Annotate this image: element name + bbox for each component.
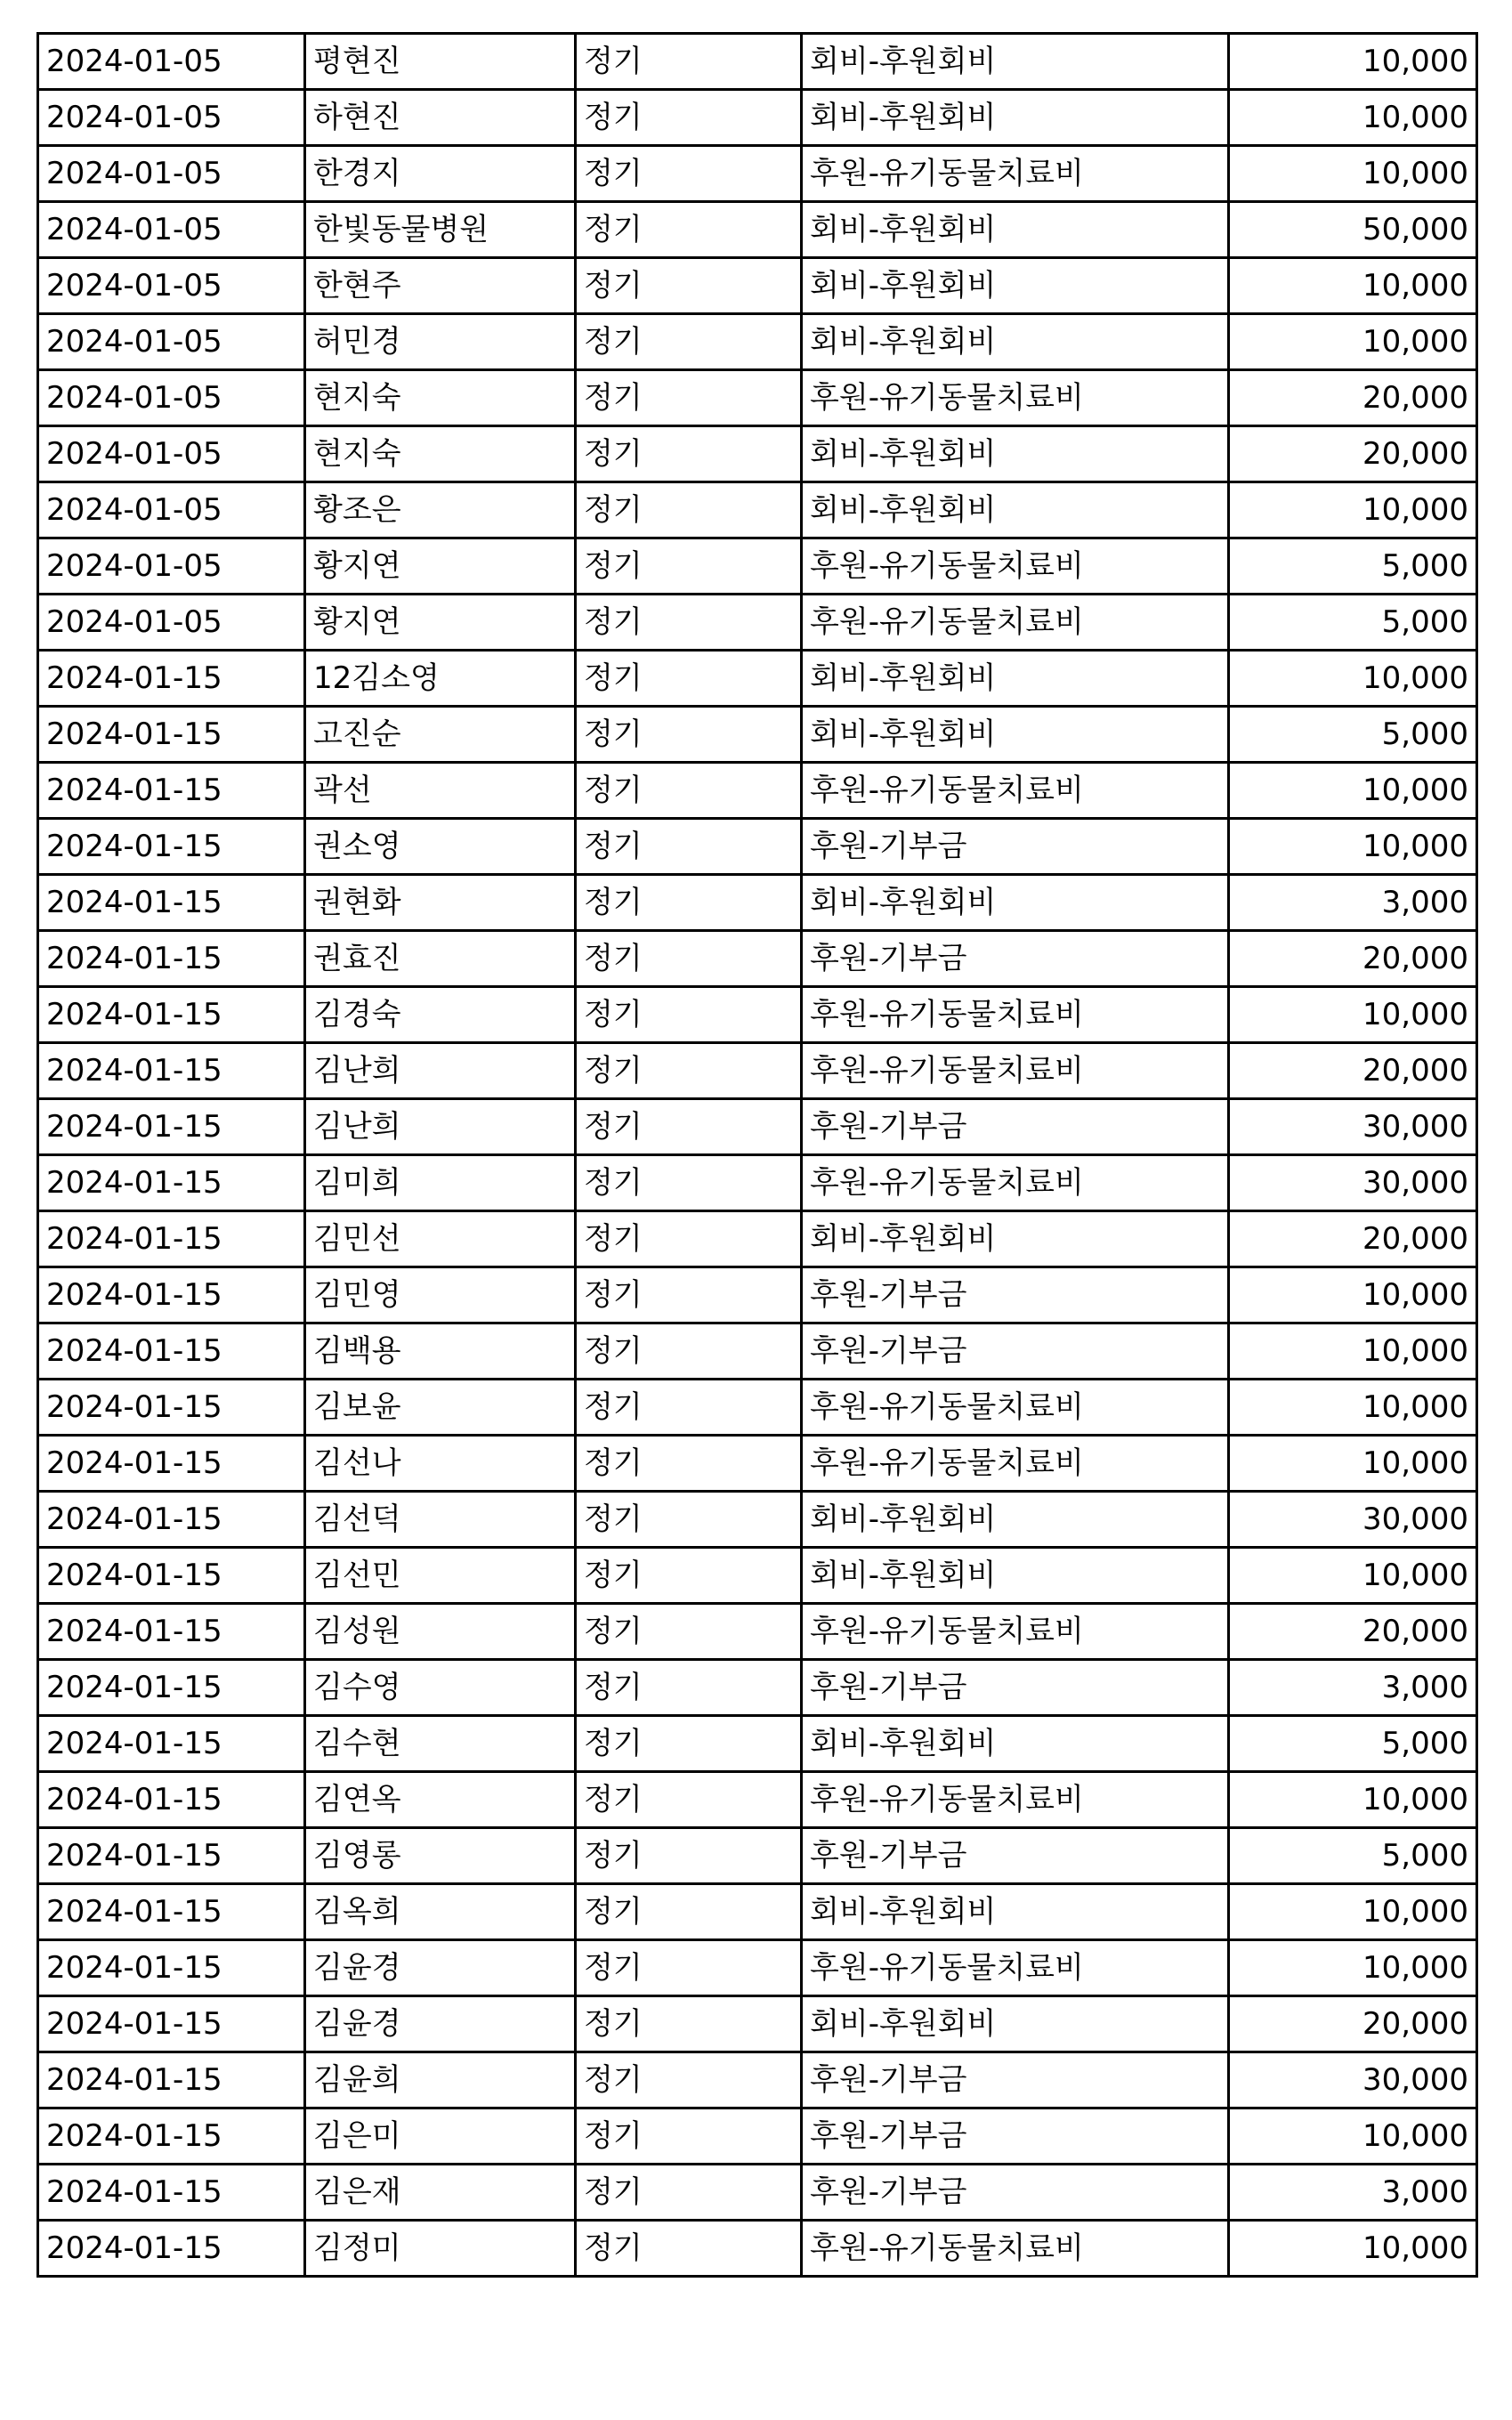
amount-cell: 10,000 <box>1229 1772 1477 1828</box>
category-cell: 회비-후원회비 <box>802 202 1229 258</box>
amount-cell: 10,000 <box>1229 1380 1477 1436</box>
amount-cell: 20,000 <box>1229 1996 1477 2052</box>
amount-cell: 10,000 <box>1229 2108 1477 2165</box>
amount-cell: 5,000 <box>1229 1828 1477 1884</box>
name-cell: 황지연 <box>305 595 576 651</box>
date-cell: 2024-01-15 <box>38 1828 305 1884</box>
name-cell: 김민영 <box>305 1267 576 1323</box>
name-cell: 김민선 <box>305 1211 576 1267</box>
name-cell: 김성원 <box>305 1604 576 1660</box>
table-row <box>38 1548 1477 1604</box>
amount-cell: 50,000 <box>1229 202 1477 258</box>
category-cell: 회비-후원회비 <box>802 314 1229 370</box>
amount-cell: 10,000 <box>1229 90 1477 146</box>
date-cell: 2024-01-15 <box>38 1267 305 1323</box>
type-cell: 정기 <box>576 931 802 987</box>
date-cell: 2024-01-15 <box>38 1323 305 1380</box>
table-row <box>38 370 1477 426</box>
name-cell: 김난희 <box>305 1043 576 1099</box>
amount-cell: 10,000 <box>1229 314 1477 370</box>
type-cell: 정기 <box>576 90 802 146</box>
type-cell: 정기 <box>576 1884 802 1940</box>
type-cell: 정기 <box>576 1660 802 1716</box>
name-cell: 김은재 <box>305 2165 576 2221</box>
date-cell: 2024-01-15 <box>38 1660 305 1716</box>
category-cell: 후원-기부금 <box>802 1323 1229 1380</box>
table-row <box>38 146 1477 202</box>
date-cell: 2024-01-15 <box>38 1099 305 1155</box>
table-row <box>38 1155 1477 1211</box>
table-row <box>38 707 1477 763</box>
type-cell: 정기 <box>576 595 802 651</box>
type-cell: 정기 <box>576 1604 802 1660</box>
type-cell: 정기 <box>576 2108 802 2165</box>
amount-cell: 10,000 <box>1229 1548 1477 1604</box>
date-cell: 2024-01-15 <box>38 2165 305 2221</box>
type-cell: 정기 <box>576 1716 802 1772</box>
category-cell: 후원-유기동물치료비 <box>802 1772 1229 1828</box>
type-cell: 정기 <box>576 202 802 258</box>
table-row <box>38 1380 1477 1436</box>
name-cell: 고진순 <box>305 707 576 763</box>
amount-cell: 10,000 <box>1229 819 1477 875</box>
name-cell: 김정미 <box>305 2221 576 2277</box>
amount-cell: 10,000 <box>1229 1884 1477 1940</box>
type-cell: 정기 <box>576 2165 802 2221</box>
category-cell: 후원-기부금 <box>802 2165 1229 2221</box>
table-row <box>38 538 1477 595</box>
category-cell: 후원-유기동물치료비 <box>802 1380 1229 1436</box>
category-cell: 후원-기부금 <box>802 1828 1229 1884</box>
name-cell: 김보윤 <box>305 1380 576 1436</box>
category-cell: 회비-후원회비 <box>802 426 1229 482</box>
amount-cell: 5,000 <box>1229 538 1477 595</box>
category-cell: 후원-유기동물치료비 <box>802 370 1229 426</box>
table-row <box>38 1267 1477 1323</box>
category-cell: 회비-후원회비 <box>802 1211 1229 1267</box>
category-cell: 후원-유기동물치료비 <box>802 1436 1229 1492</box>
amount-cell: 3,000 <box>1229 1660 1477 1716</box>
type-cell: 정기 <box>576 1436 802 1492</box>
type-cell: 정기 <box>576 875 802 931</box>
table-row <box>38 763 1477 819</box>
name-cell: 허민경 <box>305 314 576 370</box>
table-row <box>38 258 1477 314</box>
type-cell: 정기 <box>576 538 802 595</box>
table-row <box>38 1099 1477 1155</box>
date-cell: 2024-01-15 <box>38 2221 305 2277</box>
table-row <box>38 1940 1477 1996</box>
amount-cell: 3,000 <box>1229 2165 1477 2221</box>
category-cell: 회비-후원회비 <box>802 1884 1229 1940</box>
table-row <box>38 651 1477 707</box>
category-cell: 후원-유기동물치료비 <box>802 146 1229 202</box>
ledger-body <box>38 34 1477 2277</box>
amount-cell: 20,000 <box>1229 370 1477 426</box>
amount-cell: 30,000 <box>1229 2052 1477 2108</box>
table-row <box>38 1884 1477 1940</box>
date-cell: 2024-01-05 <box>38 258 305 314</box>
type-cell: 정기 <box>576 258 802 314</box>
type-cell: 정기 <box>576 1940 802 1996</box>
table-row <box>38 482 1477 538</box>
type-cell: 정기 <box>576 1043 802 1099</box>
name-cell: 김선나 <box>305 1436 576 1492</box>
date-cell: 2024-01-05 <box>38 34 305 90</box>
name-cell: 한경지 <box>305 146 576 202</box>
date-cell: 2024-01-15 <box>38 1716 305 1772</box>
type-cell: 정기 <box>576 2221 802 2277</box>
table-row <box>38 875 1477 931</box>
date-cell: 2024-01-05 <box>38 90 305 146</box>
name-cell: 권현화 <box>305 875 576 931</box>
type-cell: 정기 <box>576 1548 802 1604</box>
date-cell: 2024-01-15 <box>38 763 305 819</box>
category-cell: 후원-유기동물치료비 <box>802 1604 1229 1660</box>
name-cell: 김옥희 <box>305 1884 576 1940</box>
table-row <box>38 1043 1477 1099</box>
type-cell: 정기 <box>576 1155 802 1211</box>
amount-cell: 10,000 <box>1229 651 1477 707</box>
amount-cell: 5,000 <box>1229 595 1477 651</box>
table-row <box>38 595 1477 651</box>
date-cell: 2024-01-05 <box>38 146 305 202</box>
table-row <box>38 314 1477 370</box>
table-row <box>38 1660 1477 1716</box>
date-cell: 2024-01-15 <box>38 1884 305 1940</box>
category-cell: 후원-유기동물치료비 <box>802 763 1229 819</box>
date-cell: 2024-01-15 <box>38 1940 305 1996</box>
category-cell: 후원-유기동물치료비 <box>802 1155 1229 1211</box>
type-cell: 정기 <box>576 819 802 875</box>
name-cell: 황지연 <box>305 538 576 595</box>
type-cell: 정기 <box>576 1099 802 1155</box>
amount-cell: 10,000 <box>1229 1323 1477 1380</box>
date-cell: 2024-01-15 <box>38 2052 305 2108</box>
type-cell: 정기 <box>576 1380 802 1436</box>
amount-cell: 10,000 <box>1229 1940 1477 1996</box>
type-cell: 정기 <box>576 146 802 202</box>
type-cell: 정기 <box>576 1211 802 1267</box>
type-cell: 정기 <box>576 2052 802 2108</box>
amount-cell: 3,000 <box>1229 875 1477 931</box>
name-cell: 곽선 <box>305 763 576 819</box>
category-cell: 후원-유기동물치료비 <box>802 2221 1229 2277</box>
name-cell: 김미희 <box>305 1155 576 1211</box>
date-cell: 2024-01-15 <box>38 875 305 931</box>
table-row <box>38 1436 1477 1492</box>
name-cell: 김은미 <box>305 2108 576 2165</box>
date-cell: 2024-01-05 <box>38 482 305 538</box>
table-row <box>38 1492 1477 1548</box>
date-cell: 2024-01-15 <box>38 2108 305 2165</box>
table-row <box>38 2052 1477 2108</box>
category-cell: 회비-후원회비 <box>802 34 1229 90</box>
table-row <box>38 819 1477 875</box>
category-cell: 후원-기부금 <box>802 819 1229 875</box>
name-cell: 김윤경 <box>305 1996 576 2052</box>
date-cell: 2024-01-15 <box>38 819 305 875</box>
amount-cell: 10,000 <box>1229 258 1477 314</box>
amount-cell: 10,000 <box>1229 146 1477 202</box>
name-cell: 김연옥 <box>305 1772 576 1828</box>
category-cell: 후원-유기동물치료비 <box>802 595 1229 651</box>
type-cell: 정기 <box>576 482 802 538</box>
amount-cell: 20,000 <box>1229 1211 1477 1267</box>
date-cell: 2024-01-05 <box>38 426 305 482</box>
category-cell: 회비-후원회비 <box>802 482 1229 538</box>
type-cell: 정기 <box>576 763 802 819</box>
category-cell: 후원-유기동물치료비 <box>802 1940 1229 1996</box>
name-cell: 김영롱 <box>305 1828 576 1884</box>
category-cell: 후원-기부금 <box>802 1099 1229 1155</box>
name-cell: 평현진 <box>305 34 576 90</box>
category-cell: 회비-후원회비 <box>802 258 1229 314</box>
category-cell: 후원-기부금 <box>802 2052 1229 2108</box>
name-cell: 김경숙 <box>305 987 576 1043</box>
name-cell: 김백용 <box>305 1323 576 1380</box>
table-row <box>38 1323 1477 1380</box>
table-row <box>38 2165 1477 2221</box>
amount-cell: 20,000 <box>1229 1604 1477 1660</box>
donation-ledger-table <box>36 32 1478 2278</box>
name-cell: 권효진 <box>305 931 576 987</box>
name-cell: 김선민 <box>305 1548 576 1604</box>
table-row <box>38 90 1477 146</box>
date-cell: 2024-01-15 <box>38 931 305 987</box>
amount-cell: 5,000 <box>1229 707 1477 763</box>
category-cell: 회비-후원회비 <box>802 1492 1229 1548</box>
table-row <box>38 987 1477 1043</box>
date-cell: 2024-01-15 <box>38 1548 305 1604</box>
type-cell: 정기 <box>576 314 802 370</box>
table-row <box>38 931 1477 987</box>
category-cell: 회비-후원회비 <box>802 875 1229 931</box>
category-cell: 회비-후원회비 <box>802 651 1229 707</box>
date-cell: 2024-01-05 <box>38 538 305 595</box>
name-cell: 황조은 <box>305 482 576 538</box>
name-cell: 김수영 <box>305 1660 576 1716</box>
name-cell: 한빛동물병원 <box>305 202 576 258</box>
date-cell: 2024-01-15 <box>38 707 305 763</box>
name-cell: 김윤경 <box>305 1940 576 1996</box>
date-cell: 2024-01-15 <box>38 1436 305 1492</box>
date-cell: 2024-01-15 <box>38 1043 305 1099</box>
amount-cell: 5,000 <box>1229 1716 1477 1772</box>
date-cell: 2024-01-05 <box>38 314 305 370</box>
table-row <box>38 1716 1477 1772</box>
category-cell: 후원-유기동물치료비 <box>802 1043 1229 1099</box>
table-row <box>38 1996 1477 2052</box>
amount-cell: 10,000 <box>1229 482 1477 538</box>
amount-cell: 10,000 <box>1229 34 1477 90</box>
type-cell: 정기 <box>576 1492 802 1548</box>
table-row <box>38 202 1477 258</box>
date-cell: 2024-01-15 <box>38 1772 305 1828</box>
type-cell: 정기 <box>576 1267 802 1323</box>
type-cell: 정기 <box>576 370 802 426</box>
date-cell: 2024-01-15 <box>38 987 305 1043</box>
category-cell: 후원-기부금 <box>802 931 1229 987</box>
date-cell: 2024-01-15 <box>38 1996 305 2052</box>
date-cell: 2024-01-15 <box>38 1380 305 1436</box>
type-cell: 정기 <box>576 1996 802 2052</box>
amount-cell: 20,000 <box>1229 931 1477 987</box>
table-row <box>38 1828 1477 1884</box>
name-cell: 김난희 <box>305 1099 576 1155</box>
amount-cell: 10,000 <box>1229 1267 1477 1323</box>
type-cell: 정기 <box>576 651 802 707</box>
type-cell: 정기 <box>576 707 802 763</box>
amount-cell: 10,000 <box>1229 763 1477 819</box>
date-cell: 2024-01-15 <box>38 1492 305 1548</box>
category-cell: 후원-유기동물치료비 <box>802 538 1229 595</box>
date-cell: 2024-01-05 <box>38 202 305 258</box>
category-cell: 회비-후원회비 <box>802 1716 1229 1772</box>
type-cell: 정기 <box>576 987 802 1043</box>
amount-cell: 20,000 <box>1229 1043 1477 1099</box>
table-row <box>38 1211 1477 1267</box>
date-cell: 2024-01-05 <box>38 595 305 651</box>
table-row <box>38 1772 1477 1828</box>
type-cell: 정기 <box>576 426 802 482</box>
date-cell: 2024-01-15 <box>38 1155 305 1211</box>
name-cell: 12김소영 <box>305 651 576 707</box>
amount-cell: 30,000 <box>1229 1492 1477 1548</box>
date-cell: 2024-01-15 <box>38 1604 305 1660</box>
category-cell: 후원-기부금 <box>802 1660 1229 1716</box>
name-cell: 한현주 <box>305 258 576 314</box>
name-cell: 김선덕 <box>305 1492 576 1548</box>
table-row <box>38 2221 1477 2277</box>
amount-cell: 10,000 <box>1229 1436 1477 1492</box>
date-cell: 2024-01-05 <box>38 370 305 426</box>
type-cell: 정기 <box>576 1323 802 1380</box>
amount-cell: 10,000 <box>1229 987 1477 1043</box>
amount-cell: 20,000 <box>1229 426 1477 482</box>
date-cell: 2024-01-15 <box>38 651 305 707</box>
date-cell: 2024-01-15 <box>38 1211 305 1267</box>
category-cell: 회비-후원회비 <box>802 90 1229 146</box>
name-cell: 현지숙 <box>305 370 576 426</box>
table-row <box>38 2108 1477 2165</box>
type-cell: 정기 <box>576 1772 802 1828</box>
amount-cell: 10,000 <box>1229 2221 1477 2277</box>
category-cell: 후원-기부금 <box>802 2108 1229 2165</box>
name-cell: 현지숙 <box>305 426 576 482</box>
table-row <box>38 34 1477 90</box>
category-cell: 회비-후원회비 <box>802 1548 1229 1604</box>
name-cell: 권소영 <box>305 819 576 875</box>
name-cell: 하현진 <box>305 90 576 146</box>
name-cell: 김윤희 <box>305 2052 576 2108</box>
category-cell: 후원-기부금 <box>802 1267 1229 1323</box>
amount-cell: 30,000 <box>1229 1155 1477 1211</box>
type-cell: 정기 <box>576 1828 802 1884</box>
amount-cell: 30,000 <box>1229 1099 1477 1155</box>
category-cell: 회비-후원회비 <box>802 1996 1229 2052</box>
type-cell: 정기 <box>576 34 802 90</box>
table-row <box>38 1604 1477 1660</box>
name-cell: 김수현 <box>305 1716 576 1772</box>
category-cell: 후원-유기동물치료비 <box>802 987 1229 1043</box>
table-row <box>38 426 1477 482</box>
category-cell: 회비-후원회비 <box>802 707 1229 763</box>
